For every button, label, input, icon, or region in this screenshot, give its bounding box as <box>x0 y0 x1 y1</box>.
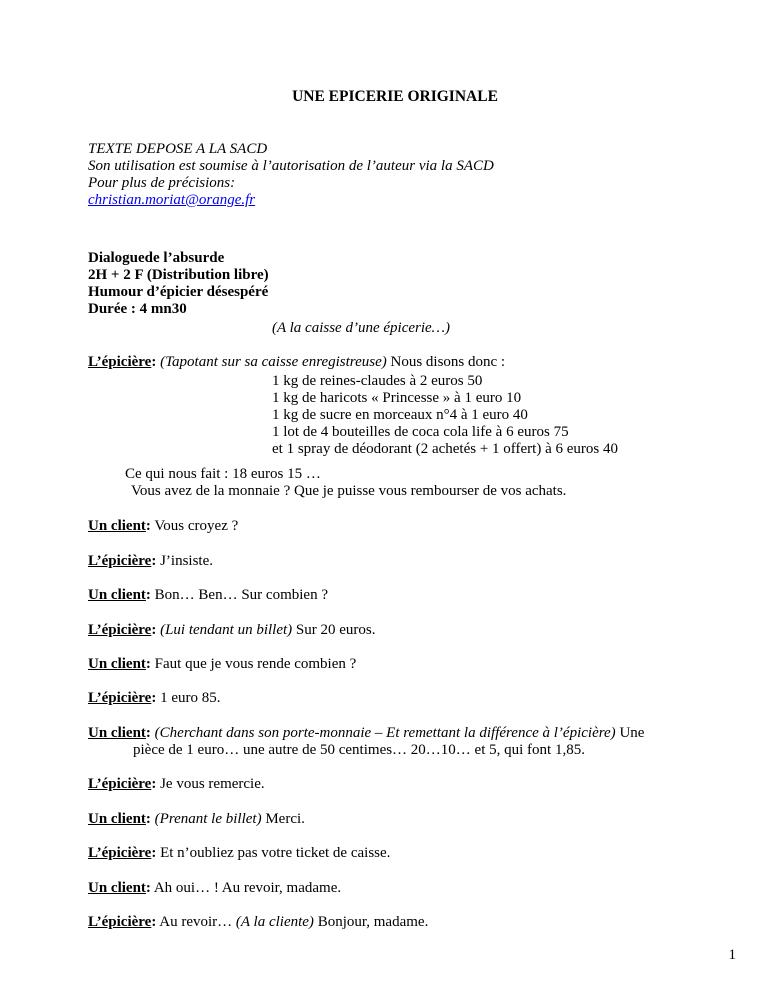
document-title: UNE EPICERIE ORIGINALE <box>292 88 498 105</box>
dialogue-text: Sur 20 euros. <box>292 622 376 638</box>
dialogue-line: L’épicière: Et n’oubliez pas votre ticket de caisse. <box>88 845 391 861</box>
stage-direction: (Tapotant sur sa caisse enregistreuse) <box>160 354 387 370</box>
purchase-item: 1 kg de reines-claudes à 2 euros 50 <box>272 373 483 389</box>
author-email-link[interactable]: christian.moriat@orange.fr <box>88 192 256 208</box>
dialogue-line: Un client: Vous croyez ? <box>88 518 239 534</box>
purchase-item: et 1 spray de déodorant (2 achetés + 1 offert) à 6 euros 40 <box>272 441 618 457</box>
dialogue-text: 1 euro 85. <box>156 690 221 706</box>
dialogue-line: L’épicière: 1 euro 85. <box>88 690 221 706</box>
copyright-notice <box>88 141 728 209</box>
dialogue-text: Et n’oubliez pas votre ticket de caisse. <box>156 845 391 861</box>
notice-line: Pour plus de précisions: <box>88 175 236 191</box>
dialogue-line: L’épicière: (Lui tendant un billet) Sur 20 euros. <box>88 622 376 638</box>
dialogue-line: L’épicière: Au revoir… (A la cliente) Bonjour, madame. <box>88 914 429 930</box>
stage-direction: (A la cliente) <box>235 914 314 930</box>
dialogue-text: Vous croyez ? <box>150 518 239 534</box>
dialogue-line: L’épicière: Je vous remercie. <box>88 776 265 792</box>
speaker-name: L’épicière <box>88 622 152 638</box>
speaker-name: L’épicière <box>88 845 152 861</box>
notice-line: TEXTE DEPOSE A LA SACD <box>88 141 268 157</box>
dialogue-text: Ce qui nous fait : 18 euros 15 … <box>125 466 321 482</box>
dialogue-text: Au revoir… <box>156 914 236 930</box>
speaker-name: L’épicière <box>88 553 152 569</box>
speaker-name: L’épicière <box>88 914 152 930</box>
speaker-name: Un client <box>88 518 146 534</box>
speaker-name: Un client <box>88 880 146 896</box>
dialogue-text: pièce de 1 euro… une autre de 50 centimes… 20…10… et 5, qui font 1,85. <box>133 742 585 758</box>
speaker-name: L’épicière <box>88 354 152 370</box>
stage-direction: (Lui tendant un billet) <box>160 622 293 638</box>
stage-direction: (Cherchant dans son porte-monnaie – Et remettant la différence à l’épicière) <box>154 725 616 741</box>
purchase-list <box>272 373 618 458</box>
genre-line: Dialoguede l’absurde <box>88 250 225 266</box>
dialogue-text: Une <box>615 725 645 741</box>
dialogue-line: Un client: (Prenant le billet) Merci. <box>88 811 305 827</box>
dialogue-text: Nous disons donc : <box>386 354 506 370</box>
dialogue-text: Ah oui… ! Au revoir, madame. <box>150 880 342 896</box>
purchase-item: 1 kg de haricots « Princesse » à 1 euro 10 <box>272 390 522 406</box>
purchase-item: 1 kg de sucre en morceaux n°4 à 1 euro 40 <box>272 407 528 423</box>
dialogue-line: L’épicière: (Tapotant sur sa caisse enregistreuse) Nous disons donc : <box>88 354 506 370</box>
speaker-name: Un client <box>88 725 146 741</box>
dialogue-text: Faut que je vous rende combien ? <box>150 656 357 672</box>
speaker-name: Un client <box>88 811 146 827</box>
notice-line: Son utilisation est soumise à l’autorisation de l’auteur via la SACD <box>88 158 494 174</box>
dialogue-line: Un client: Faut que je vous rende combien ? <box>88 656 357 672</box>
duration-line: Durée : 4 mn30 <box>88 301 187 317</box>
dialogue-text: Bonjour, madame. <box>313 914 429 930</box>
dialogue-text: J’insiste. <box>156 553 213 569</box>
dialogue-text: Vous avez de la monnaie ? Que je puisse vous rembourser de vos achats. <box>131 483 567 499</box>
dialogue-line: Un client: (Cherchant dans son porte-monnaie – Et remettant la différence à l’épicière) Une <box>88 725 645 741</box>
dialogue-text: Je vous remercie. <box>156 776 265 792</box>
dialogue-text: Bon… Ben… Sur combien ? <box>150 587 328 603</box>
dialogue-line: Un client: Ah oui… ! Au revoir, madame. <box>88 880 342 896</box>
theme-line: Humour d’épicier désespéré <box>88 284 269 300</box>
cast-line: 2H + 2 F (Distribution libre) <box>88 267 269 283</box>
play-metadata <box>88 250 728 318</box>
purchase-item: 1 lot de 4 bouteilles de coca cola life à 6 euros 75 <box>272 424 569 440</box>
speaker-name: L’épicière <box>88 776 152 792</box>
dialogue-line: Un client: Bon… Ben… Sur combien ? <box>88 587 328 603</box>
dialogue-text: Merci. <box>261 811 305 827</box>
speaker-name: Un client <box>88 587 146 603</box>
speaker-name: Un client <box>88 656 146 672</box>
page-number: 1 <box>728 947 736 963</box>
dialogue-line: L’épicière: J’insiste. <box>88 553 213 569</box>
stage-direction-intro: (A la caisse d’une épicerie…) <box>272 320 451 336</box>
stage-direction: (Prenant le billet) <box>154 811 262 827</box>
speaker-name: L’épicière <box>88 690 152 706</box>
